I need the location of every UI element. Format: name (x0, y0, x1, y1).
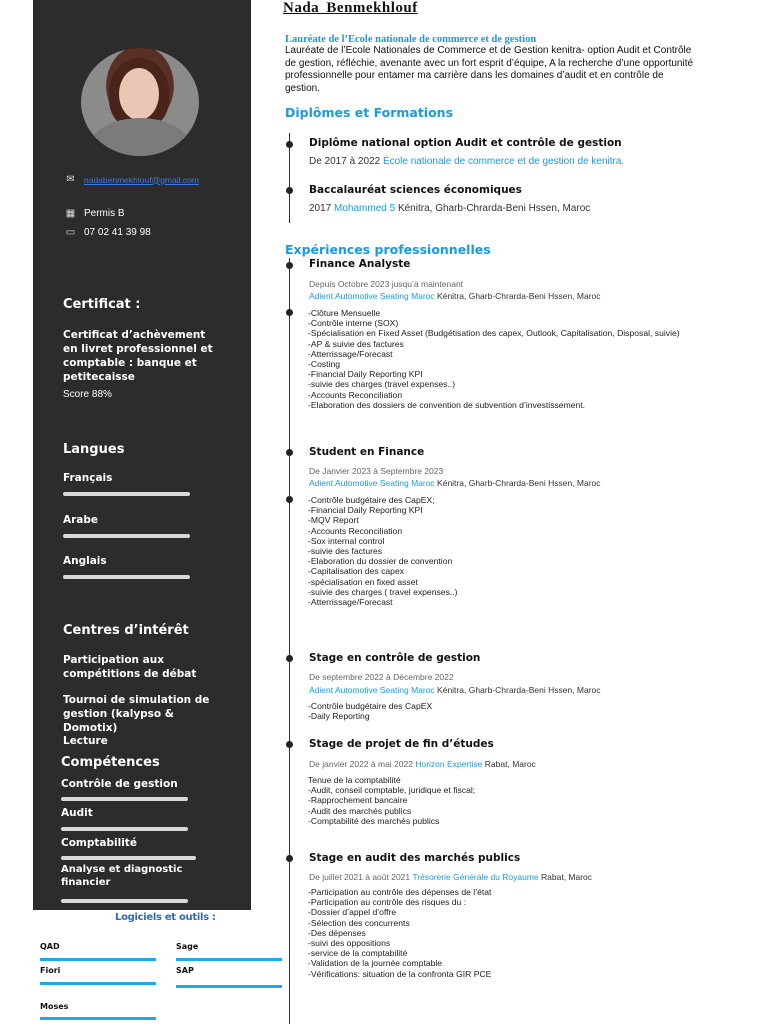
email-link[interactable]: nadabenmekhlouf@gmail.com (84, 174, 199, 185)
competence-label: Analyse et diagnostic financier (61, 864, 183, 888)
certificat-title: Certificat : (63, 297, 141, 312)
software-underline (40, 958, 156, 961)
competence-level-bar (61, 899, 188, 903)
task-item: -Accounts Reconciliation (308, 525, 403, 536)
timeline-dot (286, 655, 293, 662)
software-item: Fiori (40, 966, 61, 975)
software-title: Logiciels et outils : (115, 912, 216, 923)
task-item: -Vérifications: situation de la confronta GIR PCE (308, 968, 492, 979)
langue-label: Français (63, 472, 113, 484)
diplome-meta: 2017 Mohammed 5 Kénitra, Gharb-Chrarda-Beni Hssen, Maroc (309, 203, 591, 214)
task-item: -MQV Report (308, 515, 359, 526)
id-card-icon: ▭ (65, 227, 76, 238)
task-item: -Comptabilité des marchés publics (308, 815, 440, 826)
intro-body: Lauréate de l’Ecole Nationales de Commerce et de Gestion kenitra- option Audit et Contrôle de gestion, réfléchie, avenante avec un fort esprit d’équipe, A la recherche d’une opportunité professionnelle pour entamer ma carrière dans les domaines d’audit et en contrôle de gestion. (285, 45, 694, 94)
task-item: -Participation au contrôle des dépenses de l’état (308, 887, 492, 897)
diplomes-title: Diplômes et Formations (285, 105, 454, 120)
task-item: -Costing (308, 359, 340, 370)
competence-label: Contrôle de gestion (61, 778, 178, 790)
task-item: -Participation au contrôle des risques du : (308, 897, 467, 908)
task-item: -Atterrissage/Forecast (308, 597, 393, 608)
task-item: -Financial Daily Reporting KPI (308, 369, 423, 380)
langue-level-bar (63, 575, 190, 579)
experience-meta: De juillet 2021 à août 2021 Trésorerie Générale du Royaume Rabat, Maroc (309, 872, 593, 882)
experience-title: Stage en audit des marchés publics (309, 852, 521, 864)
interet-item: Participation aux compétitions de débat (63, 654, 197, 680)
task-item: -Atterrissage/Forecast (308, 348, 393, 359)
experience-dates: Depuis Octobre 2023 jusqu’à maintenant (309, 279, 464, 289)
software-underline (40, 982, 156, 985)
task-item: -Sélection des concurrents (308, 917, 410, 928)
task-item: -Audit, conseil comptable, juridique et fiscal; (308, 785, 476, 796)
experience-tasks (308, 308, 703, 410)
task-item: -Contrôle budgétaire des CapEX; (308, 495, 435, 505)
task-item: Tenue de la comptabilité (308, 775, 401, 785)
envelope-icon: ✉ (66, 174, 75, 185)
langue-label: Arabe (63, 514, 99, 526)
software-section (33, 910, 251, 1024)
task-item: -Contrôle interne (SOX) (308, 318, 399, 329)
interets-title: Centres d’intérêt (63, 623, 189, 638)
experience-title: Student en Finance (309, 446, 425, 458)
task-item: -Des dépenses (308, 927, 366, 938)
diplome-title: Baccalauréat sciences économiques (309, 184, 522, 196)
langue-level-bar (63, 534, 190, 538)
calendar-icon: ▦ (65, 208, 76, 219)
competence-level-bar (61, 827, 188, 831)
task-item: -service de la comptabilité (308, 948, 408, 959)
task-item: -suivi des oppositions (308, 938, 391, 949)
timeline-dot (286, 741, 293, 748)
task-item: -Dossier d’appel d’offre (308, 907, 397, 918)
candidate-name: Nada Benmekhlouf (283, 0, 418, 16)
diplome-title: Diplôme national option Audit et contrôle de gestion (309, 137, 622, 149)
competence-label: Comptabilité (61, 837, 137, 849)
experience-tasks (308, 495, 703, 607)
competences-title: Compétences (61, 755, 160, 770)
experience-tasks (308, 775, 703, 826)
timeline-dot (286, 187, 293, 194)
timeline-dot (286, 141, 293, 148)
software-item: Sage (176, 942, 199, 951)
langue-level-bar (63, 492, 190, 496)
task-item: -spécialisation en fixed asset (308, 576, 418, 587)
software-item: QAD (40, 942, 60, 951)
task-item: -Spécialisation en Fixed Asset (Budgétisation des capex, Outlook, Capitalisation, Disposal, suivie) (308, 328, 680, 339)
timeline-dot (286, 449, 293, 456)
software-underline (40, 1017, 156, 1020)
task-item: -Sox internal control (308, 535, 385, 546)
interet-item: Tournoi de simulation de gestion (kalypso & Domotix) (63, 694, 210, 734)
task-item: -Elaboration du dossier de convention (308, 556, 453, 567)
competence-level-bar (61, 856, 196, 860)
task-item: -Capitalisation des capex (308, 566, 405, 577)
certificat-text: Certificat d’achèvement en livret professionnel et comptable : banque et petitecaisse (63, 329, 213, 383)
certificat-score: Score 88% (63, 389, 112, 400)
timeline-line (289, 258, 290, 1024)
contact-email[interactable] (65, 174, 199, 185)
timeline-dot (286, 496, 293, 503)
task-item: -Validation de la journée comptable (308, 958, 443, 969)
task-item: -Elaboration des dossiers de convention de subvention d’investissement. (308, 399, 586, 410)
contact-permis (65, 208, 125, 219)
experience-meta: De janvier 2022 à mai 2022 Horizon Expertise Rabat, Maroc (309, 759, 536, 769)
software-underline (176, 958, 282, 961)
task-item: -Financial Daily Reporting KPI (308, 505, 423, 516)
task-item: -suivie des charges (travel expenses..) (308, 379, 456, 390)
task-item: -Accounts Reconciliation (308, 389, 403, 400)
task-item: -AP & suivie des factures (308, 338, 404, 349)
sidebar (33, 0, 251, 910)
intro-title: Lauréate de l’Ecole nationale de commerce et de gestion (285, 34, 537, 45)
experience-title: Finance Analyste (309, 258, 411, 270)
interet-item: Lecture (63, 735, 108, 747)
langues-title: Langues (63, 442, 125, 457)
experience-tasks (308, 701, 703, 721)
task-item: -Daily Reporting (308, 711, 370, 722)
langue-label: Anglais (63, 555, 107, 567)
competence-label: Audit (61, 807, 93, 819)
timeline-dot (286, 309, 293, 316)
experience-org: Adient Automotive Seating Maroc Kénitra, Gharb-Chrarda-Beni Hssen, Maroc (309, 478, 601, 488)
experience-dates: De septembre 2022 à Décembre 2022 (309, 672, 454, 682)
experience-tasks (308, 887, 703, 979)
permis-text: Permis B (84, 208, 125, 219)
task-item: -Contrôle budgétaire des CapEX (308, 701, 433, 711)
task-item: -Clôture Mensuelle (308, 308, 381, 318)
phone-text: 07 02 41 39 98 (84, 227, 151, 238)
task-item: -suivie des factures (308, 546, 383, 557)
experience-dates: De Janvier 2023 à Septembre 2023 (309, 466, 444, 476)
task-item: -suivie des charges ( travel expenses..) (308, 586, 458, 597)
contact-phone (65, 227, 151, 238)
software-item: Moses (40, 1002, 69, 1011)
competence-level-bar (61, 797, 188, 801)
task-item: -Audit des marchés publics (308, 805, 412, 816)
timeline-dot (286, 855, 293, 862)
experience-org: Adient Automotive Seating Maroc Kénitra, Gharb-Chrarda-Beni Hssen, Maroc (309, 291, 601, 301)
task-item: -Rapprochement bancaire (308, 795, 408, 806)
timeline-dot (286, 262, 293, 269)
experiences-title: Expériences professionnelles (285, 242, 491, 257)
software-item: SAP (176, 966, 194, 975)
experience-title: Stage en contrôle de gestion (309, 652, 481, 664)
profile-photo (81, 48, 199, 156)
experience-org: Adient Automotive Seating Maroc Kénitra, Gharb-Chrarda-Beni Hssen, Maroc (309, 685, 601, 695)
diplome-meta: De 2017 à 2022 École nationale de commerce et de gestion de kenitra. (309, 156, 625, 167)
experience-title: Stage de projet de fin d’études (309, 738, 494, 750)
software-underline (176, 985, 282, 988)
